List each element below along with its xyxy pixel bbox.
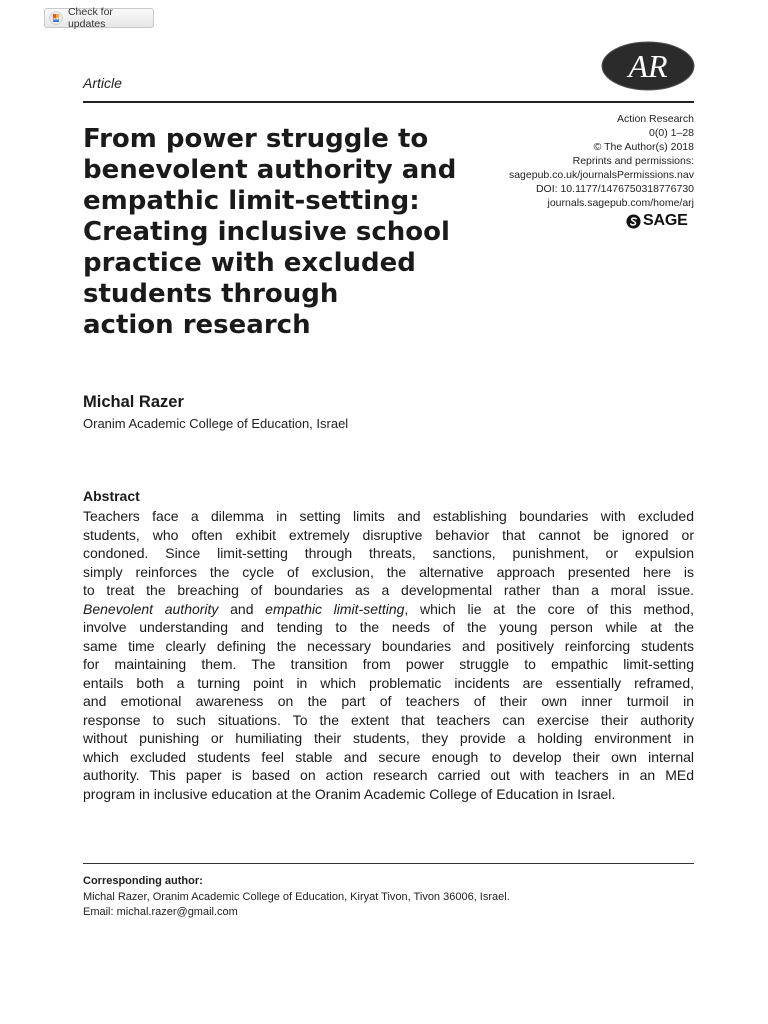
corresponding-author-email[interactable]: Email: michal.razer@gmail.com	[83, 906, 238, 918]
author-affiliation: Oranim Academic College of Education, Israel	[83, 416, 349, 431]
abstract-line: Teachers face a dilemma in setting limits and establishing boundaries with excluded	[83, 508, 694, 524]
check-for-updates-button[interactable]	[44, 8, 154, 28]
abstract-heading: Abstract	[83, 488, 140, 504]
abstract-body	[83, 507, 694, 803]
journal-info	[509, 112, 694, 210]
title-line: empathic limit-setting:	[83, 186, 420, 216]
abstract-line: same time clearly defining the necessary boundaries and positively reinforcing students	[83, 637, 694, 654]
author-name: Michal Razer	[83, 393, 184, 411]
title-line: practice with excluded	[83, 248, 416, 278]
header-rule	[83, 101, 694, 103]
publisher-logo	[626, 212, 688, 230]
abstract-line: for maintaining them. The transition from power struggle to empathic limit-setting	[83, 656, 694, 672]
footnote-rule	[83, 863, 694, 864]
reprints-label: Reprints and permissions:	[572, 155, 694, 167]
emphasized-term: empathic limit-setting	[265, 600, 405, 617]
journal-homepage-link[interactable]: journals.sagepub.com/home/arj	[547, 197, 694, 209]
copyright: © The Author(s) 2018	[593, 141, 694, 153]
corresponding-author-address: Michal Razer, Oranim Academic College of Education, Kiryat Tivon, Tivon 36006, Israel.	[83, 890, 510, 903]
sage-icon	[626, 214, 641, 229]
emphasized-term: Benevolent authority	[83, 600, 219, 617]
permissions-link[interactable]: sagepub.co.uk/journalsPermissions.nav	[508, 169, 694, 181]
title-line: Creating inclusive school	[83, 217, 450, 247]
crossmark-icon	[49, 11, 63, 25]
journal-name: Action Research	[616, 113, 694, 125]
abstract-line: involve understanding and tending to the needs of the young person while at the	[83, 619, 694, 635]
abstract-line: and emotional awareness on the part of teachers of their own inner turmoil in	[83, 693, 694, 709]
title-line: action research	[83, 310, 311, 340]
journal-logo	[600, 40, 696, 92]
title-line: From power struggle to	[83, 124, 429, 154]
title-line: students through	[83, 279, 339, 309]
abstract-line: response to such situations. To the extent that teachers can exercise their authority	[83, 711, 694, 728]
title-line: benevolent authority and	[83, 155, 457, 185]
abstract-line: program in inclusive education at the Oranim Academic College of Education in Israel.	[83, 785, 616, 802]
journal-logo-text: AR	[628, 48, 668, 84]
corresponding-author-label: Corresponding author:	[83, 875, 203, 887]
publisher-name: SAGE	[643, 212, 688, 229]
doi[interactable]: DOI: 10.1177/1476750318776730	[535, 183, 694, 195]
article-title	[83, 124, 483, 341]
article-type-label: Article	[83, 75, 122, 91]
abstract-line: simply reinforces the cycle of exclusion, the alternative approach presented here is	[83, 563, 694, 580]
abstract-line: Benevolent authority and empathic limit-setting, which lie at the core of this method,	[83, 600, 694, 617]
abstract-line: authority. This paper is based on action research carried out with teachers in an MEd	[83, 767, 694, 783]
volume-pages: 0(0) 1–28	[649, 127, 694, 139]
check-for-updates-label: Check for updates	[67, 6, 113, 30]
abstract-line: entails both a turning point in which problematic incidents are essentially reframed,	[83, 674, 694, 691]
corresponding-author-block	[83, 874, 510, 921]
abstract-line: which excluded students feel stable and secure enough to develop their own internal	[83, 748, 694, 765]
abstract-line: condoned. Since limit-setting through threats, sanctions, punishment, or expulsion	[83, 545, 694, 561]
abstract-line: to treat the breaching of boundaries as a developmental rather than a moral issue.	[83, 582, 694, 598]
abstract-line: without punishing or humiliating their students, they provide a holding environment in	[83, 730, 694, 746]
abstract-line: students, who often exhibit extremely disruptive behavior that cannot be ignored or	[83, 526, 694, 543]
